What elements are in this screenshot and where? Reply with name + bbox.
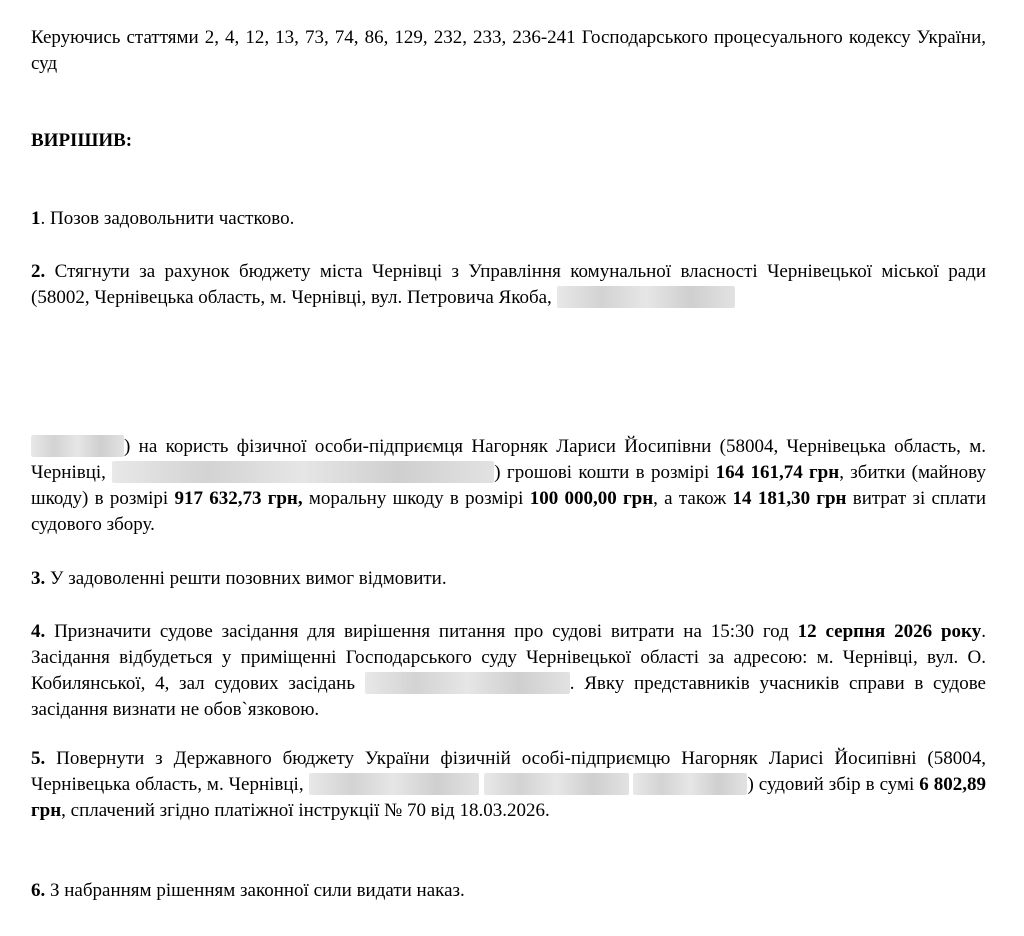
item-2-text-7: витрат зі сплати судового збору. bbox=[31, 488, 986, 535]
item-2-header bbox=[31, 259, 986, 309]
item-2-text-6: , а також bbox=[653, 488, 733, 509]
item-4-text-3: 4, зал судових засідань bbox=[155, 673, 355, 694]
item-3-text: У задоволенні решти позовних вимог відмовити. bbox=[45, 568, 447, 589]
item-4-date: 12 серпня 2026 року bbox=[797, 621, 982, 642]
item-4-number: 4. bbox=[31, 621, 46, 642]
item-2-amount-1: 164 161,74 грн bbox=[715, 462, 840, 483]
item-2-text-3: ) грошові кошти в розмірі bbox=[494, 462, 716, 483]
item-3-number: 3. bbox=[31, 568, 46, 589]
item-2-number: 2. bbox=[31, 261, 46, 282]
item-6-number: 6. bbox=[31, 880, 46, 901]
intro-paragraph bbox=[31, 25, 986, 77]
item-4-text-1: Призначити судове засідання для вирішення питання про судові витрати на 15:30 год bbox=[45, 621, 798, 642]
redacted-courtroom bbox=[365, 672, 570, 694]
heading-text: ВИРІШИВ: bbox=[31, 130, 133, 151]
item-2-amount-3: 100 000,00 грн bbox=[529, 488, 654, 509]
redacted-address-2 bbox=[31, 435, 124, 457]
item-5 bbox=[31, 746, 986, 824]
item-3 bbox=[31, 566, 986, 592]
item-5-amount: 6 802,89 грн bbox=[31, 774, 986, 821]
redacted-address-5 bbox=[484, 773, 629, 795]
item-1-text: . Позов задовольнити частково. bbox=[40, 208, 295, 229]
item-5-text-3: , сплачений згідно платіжної інструкції № 70 від 18.03.2026. bbox=[61, 800, 550, 821]
item-2-amount-4: 14 181,30 грн bbox=[732, 488, 847, 509]
redacted-address-4 bbox=[309, 773, 479, 795]
item-2-text-1: Стягнути за рахунок бюджету міста Чернівці з Управління комунальної власності Чернівецької міської ради (58002, Чернівецька область, м. Чернівці, вул. Петровича Якоба, bbox=[31, 261, 986, 308]
item-2-text-4: , збитки (майнову шкоду) в розмірі bbox=[31, 462, 986, 509]
item-2-amount-2: 917 632,73 грн, bbox=[174, 488, 303, 509]
item-1-number: 1 bbox=[31, 208, 41, 229]
intro-text: Керуючись статтями 2, 4, 12, 13, 73, 74, 86, 129, 232, 233, 236-241 Господарського процесуального кодексу України, суд bbox=[31, 27, 986, 74]
item-6-text: З набранням рішенням законної сили видати наказ. bbox=[45, 880, 465, 901]
item-2-text-2: ) на користь фізичної особи-підприємця Нагорняк Лариси Йосипівни (58004, Чернівецька область, м. Чернівці, bbox=[31, 436, 986, 483]
item-4 bbox=[31, 619, 986, 723]
item-5-number: 5. bbox=[31, 748, 46, 769]
item-5-text-1: Повернути з Державного бюджету України фізичній особі-підприємцю Нагорняк Ларисі Йосипівні (58004, Чернівецька область, м. Чернівці, bbox=[31, 748, 986, 795]
item-4-text-4: . Явку представників учасників справи в судове засідання визнати не обов`язковою. bbox=[31, 673, 986, 720]
item-4-text-2: . Засідання відбудеться у приміщенні Господарського суду Чернівецької області за адресою: м. Чернівці, вул. О. Кобилянської, bbox=[31, 621, 986, 694]
item-5-text-2: ) судовий збір в сумі bbox=[747, 774, 920, 795]
redacted-address-6 bbox=[633, 773, 747, 795]
redacted-address-3 bbox=[112, 461, 494, 483]
item-1 bbox=[31, 206, 986, 232]
item-2-body bbox=[31, 434, 986, 538]
redacted-address-1 bbox=[557, 286, 735, 308]
item-2-text-5: моральну шкоду в розмірі bbox=[302, 488, 530, 509]
item-6 bbox=[31, 878, 986, 904]
decision-heading bbox=[31, 128, 986, 154]
